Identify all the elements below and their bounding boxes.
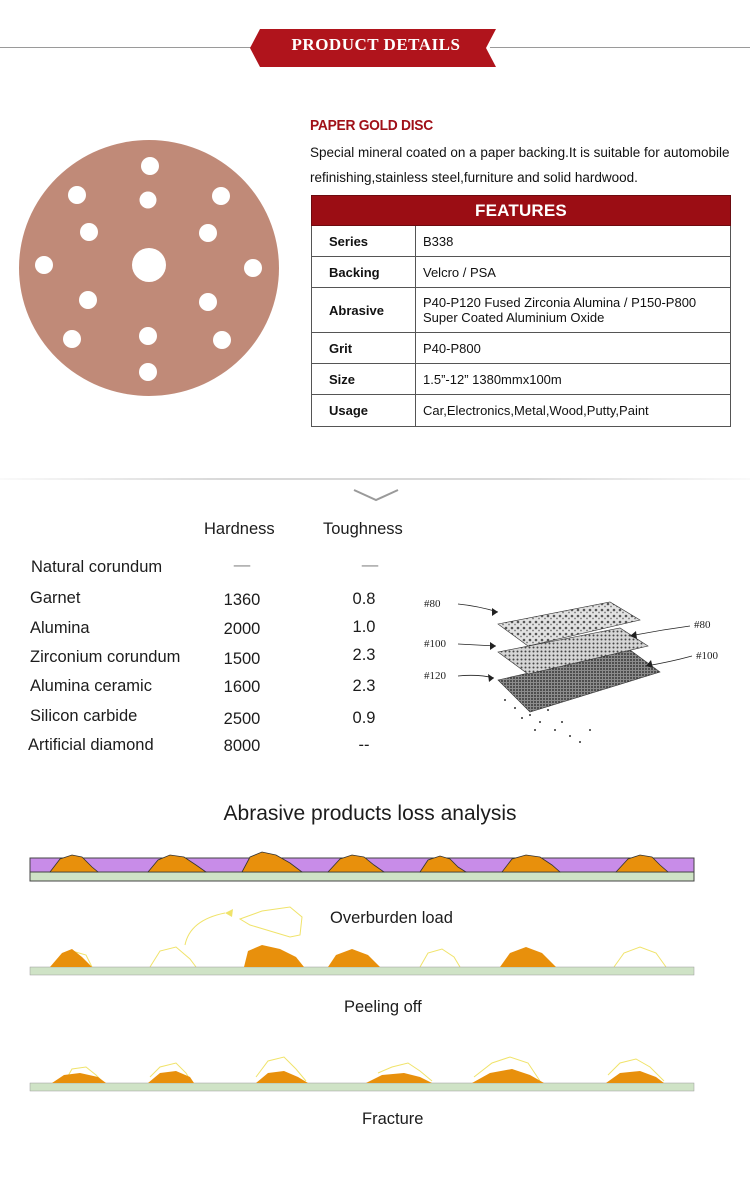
- feature-key: Size: [312, 364, 416, 395]
- peeling-off-caption: Peeling off: [344, 998, 422, 1016]
- material-name: Alumina: [30, 619, 90, 637]
- toughness-value: 0.9: [352, 709, 376, 727]
- feature-value: 1.5”-12” 1380mmx100m: [416, 364, 731, 395]
- feature-value: B338: [416, 226, 731, 257]
- hardness-value: —: [233, 556, 251, 574]
- material-name: Silicon carbide: [30, 707, 138, 725]
- hardness-header: Hardness: [204, 520, 275, 538]
- feature-value: P40-P800: [416, 333, 731, 364]
- grit-label-left: #80: [424, 598, 441, 610]
- banner-title: PRODUCT DETAILS: [291, 35, 461, 54]
- overburden-load-caption: Overburden load: [330, 909, 453, 927]
- feature-key: Backing: [312, 257, 416, 288]
- material-name: Zirconium corundum: [30, 648, 181, 666]
- toughness-value: 2.3: [352, 677, 376, 695]
- feature-value: Velcro / PSA: [416, 257, 731, 288]
- feature-value: Car,Electronics,Metal,Wood,Putty,Paint: [416, 395, 731, 427]
- toughness-value: 0.8: [352, 590, 376, 608]
- feature-key: Abrasive: [312, 288, 416, 333]
- product-title: PAPER GOLD DISC: [310, 117, 433, 134]
- banner-rule-right: [490, 47, 750, 48]
- feature-row: [312, 395, 731, 427]
- fracture-caption: Fracture: [362, 1110, 424, 1128]
- chevron-down-icon: [352, 488, 400, 502]
- material-name: Artificial diamond: [28, 736, 154, 754]
- grit-layers-diagram: [420, 590, 740, 750]
- feature-key: Usage: [312, 395, 416, 427]
- feature-key: Series: [312, 226, 416, 257]
- material-name: Garnet: [30, 589, 81, 607]
- feature-value: P40-P120 Fused Zirconia Alumina / P150-P800 Super Coated Aluminium Oxide: [416, 288, 731, 333]
- loss-analysis-diagram: [0, 845, 750, 1105]
- feature-row: [312, 257, 731, 288]
- loss-analysis-title: Abrasive products loss analysis: [223, 802, 517, 825]
- toughness-value: 1.0: [352, 618, 376, 636]
- feature-row: [312, 226, 731, 257]
- grit-label-left: #120: [424, 670, 446, 682]
- features-heading: FEATURES: [312, 196, 731, 226]
- banner-rule-left: [0, 47, 262, 48]
- feature-row: [312, 333, 731, 364]
- hardness-value: 1600: [223, 678, 261, 696]
- toughness-value: —: [361, 556, 379, 574]
- hardness-value: 2500: [223, 710, 261, 728]
- hardness-value: 1360: [223, 591, 261, 609]
- material-name: Alumina ceramic: [30, 677, 152, 695]
- toughness-value: --: [358, 736, 370, 754]
- feature-key: Grit: [312, 333, 416, 364]
- grit-label-right: #80: [694, 619, 711, 631]
- hardness-value: 8000: [223, 737, 261, 755]
- product-description: Special mineral coated on a paper backing.It is suitable for automobile refinishing,stainless steel,furniture and solid hardwood.: [310, 145, 730, 185]
- feature-row: [312, 288, 731, 333]
- material-name: Natural corundum: [31, 558, 163, 576]
- grit-label-right: #100: [696, 650, 718, 662]
- section-divider: [0, 478, 750, 480]
- grit-label-left: #100: [424, 638, 446, 650]
- hardness-value: 2000: [223, 620, 261, 638]
- hardness-value: 1500: [223, 650, 261, 668]
- toughness-value: 2.3: [352, 646, 376, 664]
- sanding-disc-image: [18, 140, 296, 402]
- feature-row: [312, 364, 731, 395]
- toughness-header: Toughness: [323, 520, 403, 538]
- features-table: [311, 195, 731, 427]
